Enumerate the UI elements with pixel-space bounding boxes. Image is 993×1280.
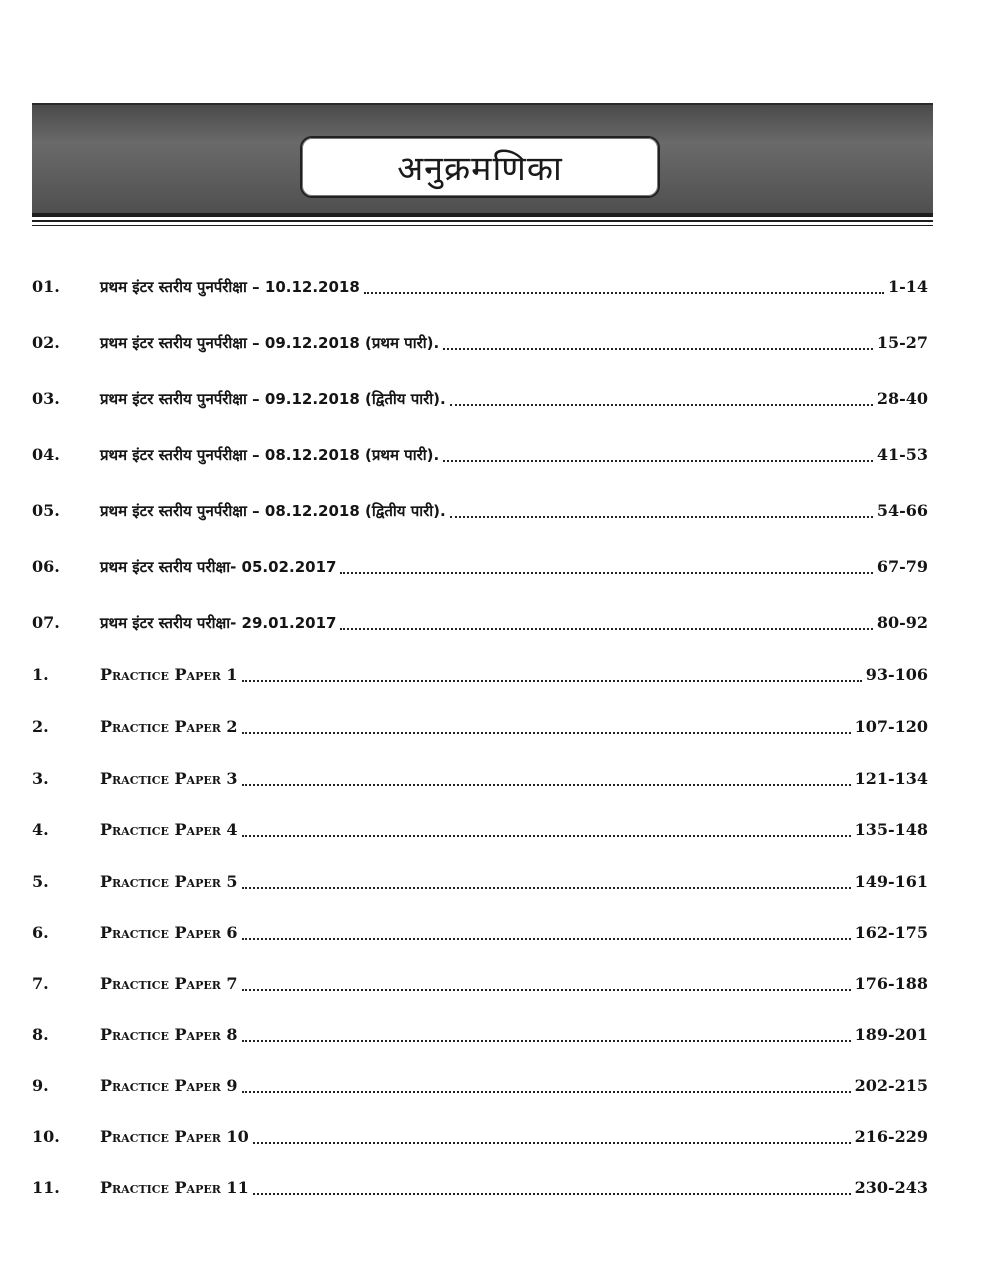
dot-leader [443, 346, 873, 350]
toc-entry-pages: 1-14 [887, 277, 928, 296]
toc-entry-number: 11. [32, 1178, 60, 1197]
toc-entry [32, 441, 928, 469]
toc-entry-number: 10. [32, 1127, 60, 1146]
toc-entry-pages: 93-106 [865, 665, 928, 684]
toc-entry-number: 6. [32, 923, 49, 942]
toc-entry-pages: 135-148 [854, 820, 928, 839]
toc-entry-title: Practice Paper 6 [100, 923, 238, 942]
dot-leader [253, 1191, 851, 1195]
toc-entry-pages: 15-27 [876, 333, 928, 352]
toc-entry-pages: 216-229 [854, 1127, 928, 1146]
dot-leader [450, 402, 873, 406]
title-box [300, 136, 660, 198]
toc-entry-pages: 230-243 [854, 1178, 928, 1197]
toc-entry-title: Practice Paper 8 [100, 1025, 238, 1044]
toc-entry-pages: 41-53 [876, 445, 928, 464]
toc-entry-title: प्रथम इंटर स्तरीय परीक्षा- 29.01.2017 [100, 614, 337, 632]
toc-entry [32, 329, 928, 357]
banner-rule [32, 220, 933, 222]
toc-entry-pages: 176-188 [854, 974, 928, 993]
toc-entry-title: प्रथम इंटर स्तरीय परीक्षा- 05.02.2017 [100, 558, 337, 576]
banner-rule [32, 225, 933, 226]
toc-entry-number: 01. [32, 277, 60, 296]
toc-entry-title: Practice Paper 2 [100, 717, 238, 736]
toc-entry-title: प्रथम इंटर स्तरीय पुनर्परीक्षा – 10.12.2018 [100, 278, 360, 296]
dot-leader [242, 1038, 851, 1042]
toc-entry-title: Practice Paper 5 [100, 872, 238, 891]
toc-entry-number: 5. [32, 872, 49, 891]
banner-rule [32, 213, 933, 217]
toc-entry-pages: 189-201 [854, 1025, 928, 1044]
dot-leader [242, 678, 862, 682]
toc-entry-pages: 67-79 [876, 557, 928, 576]
toc-entry-number: 06. [32, 557, 60, 576]
toc-entry-number: 03. [32, 389, 60, 408]
toc-entry [32, 765, 928, 793]
toc-entry [32, 1072, 928, 1100]
toc-entry [32, 816, 928, 844]
toc-entry [32, 1123, 928, 1151]
toc-entry [32, 273, 928, 301]
toc-entry-pages: 202-215 [854, 1076, 928, 1095]
toc-entry-number: 07. [32, 613, 60, 632]
toc-entry [32, 919, 928, 947]
toc-entry-title: Practice Paper 11 [100, 1178, 249, 1197]
toc-entry-number: 3. [32, 769, 49, 788]
dot-leader [242, 987, 851, 991]
dot-leader [450, 514, 873, 518]
toc-entry-title: Practice Paper 1 [100, 665, 238, 684]
toc-entry-pages: 107-120 [854, 717, 928, 736]
dot-leader [443, 458, 873, 462]
toc-entry-number: 4. [32, 820, 49, 839]
toc-entry [32, 868, 928, 896]
toc-entry [32, 385, 928, 413]
toc-entry [32, 1021, 928, 1049]
toc-entry-number: 9. [32, 1076, 49, 1095]
toc-entry-title: Practice Paper 3 [100, 769, 238, 788]
toc-entry [32, 970, 928, 998]
toc-entry [32, 609, 928, 637]
toc-entry [32, 553, 928, 581]
toc-entry [32, 1174, 928, 1202]
toc-entry-pages: 80-92 [876, 613, 928, 632]
dot-leader [242, 936, 851, 940]
toc-entry-title: Practice Paper 9 [100, 1076, 238, 1095]
toc-entry-title: प्रथम इंटर स्तरीय पुनर्परीक्षा – 09.12.2018 (प्रथम पारी). [100, 334, 440, 352]
page-title: अनुक्रमणिका [397, 149, 563, 189]
toc-entry-pages: 54-66 [876, 501, 928, 520]
toc-entry-number: 1. [32, 665, 49, 684]
dot-leader [242, 833, 851, 837]
toc-entry-number: 8. [32, 1025, 49, 1044]
toc-entry [32, 497, 928, 525]
toc-entry [32, 661, 928, 689]
dot-leader [242, 1089, 851, 1093]
dot-leader [242, 782, 851, 786]
toc-entry-number: 05. [32, 501, 60, 520]
toc-entry-title: प्रथम इंटर स्तरीय पुनर्परीक्षा – 08.12.2018 (प्रथम पारी). [100, 446, 440, 464]
dot-leader [242, 730, 851, 734]
toc-entry-number: 04. [32, 445, 60, 464]
toc-entry-number: 7. [32, 974, 49, 993]
dot-leader [340, 626, 872, 630]
toc-entry-title: Practice Paper 4 [100, 820, 238, 839]
toc-entry-title: Practice Paper 7 [100, 974, 238, 993]
dot-leader [253, 1140, 851, 1144]
toc-entry-number: 02. [32, 333, 60, 352]
dot-leader [364, 290, 884, 294]
toc-entry-title: प्रथम इंटर स्तरीय पुनर्परीक्षा – 09.12.2018 (द्वितीय पारी). [100, 390, 446, 408]
toc-entry-title: प्रथम इंटर स्तरीय पुनर्परीक्षा – 08.12.2018 (द्वितीय पारी). [100, 502, 446, 520]
toc-entry-pages: 28-40 [876, 389, 928, 408]
toc-entry [32, 713, 928, 741]
dot-leader [340, 570, 872, 574]
dot-leader [242, 885, 851, 889]
toc-entry-pages: 162-175 [854, 923, 928, 942]
toc-entry-pages: 149-161 [854, 872, 928, 891]
toc-entry-pages: 121-134 [854, 769, 928, 788]
toc-entry-number: 2. [32, 717, 49, 736]
toc-entry-title: Practice Paper 10 [100, 1127, 249, 1146]
